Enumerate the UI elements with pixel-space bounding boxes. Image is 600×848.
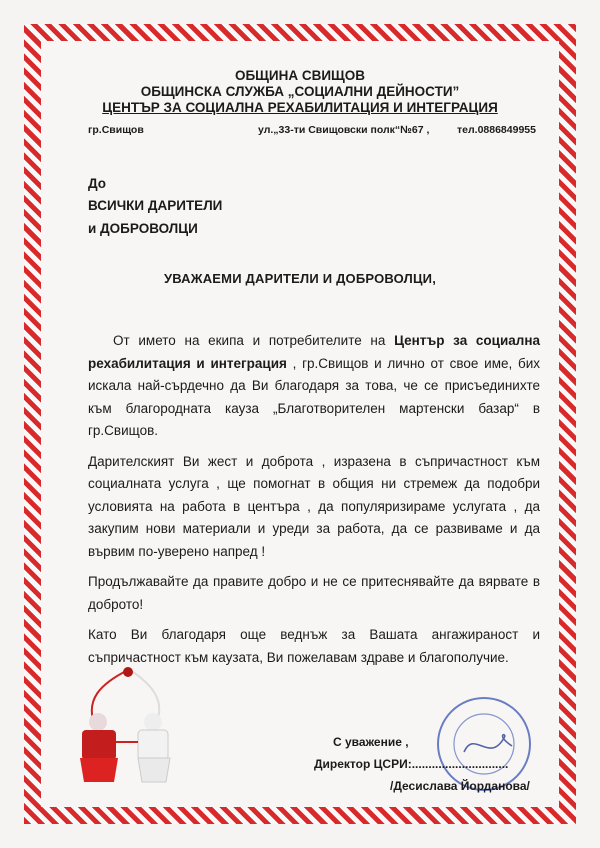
paragraph-1 [88,330,540,443]
closing-director: Директор ЦСРИ:............................. [314,757,509,771]
letterhead [0,68,600,116]
letterhead-line-2: ОБЩИНСКА СЛУЖБА „СОЦИАЛНИ ДЕЙНОСТИ” [140,84,460,99]
paragraph-1-start: От името на екипа и потребителите на [113,333,395,348]
letterhead-line-1: ОБЩИНА СВИЩОВ [234,68,366,83]
closing-regards: С уважение , [333,735,409,749]
martenitsa-illustration [68,660,188,790]
recipient-line-2: и ДОБРОВОЛЦИ [88,221,198,236]
letterhead-line-3: ЦЕНТЪР ЗА СОЦИАЛНА РЕХАБИЛИТАЦИЯ И ИНТЕГРАЦИЯ [102,100,498,115]
salutation: УВАЖАЕМИ ДАРИТЕЛИ И ДОБРОВОЛЦИ, [163,271,437,286]
closing-name: /Десислава Йорданова/ [390,779,530,793]
letter-body [88,330,540,677]
paragraph-2: Дарителският Ви жест и доброта , изразена в съпричастност към социалната услуга , ще помогнат в общия ни стремеж да подобри условията на работа в центъра , да популяризираме услугата , да закупим нови материали и уреди за работа, да се развиваме и да вървим по-уверено напред ! [88,453,540,559]
address-phone: тел.0886849955 [457,124,536,136]
address-street: ул.„33-ти Свищовски полк“№67 , [258,124,430,136]
recipient-to: До [88,176,107,191]
paragraph-1-end: , гр.Свищов и лично от свое име, бих искала най-сърдечно да Ви благодаря за това, че се присъединихте към благородната кауза „Благотворителен мартенски базар“ в гр.Свищов. [88,355,540,438]
paragraph-3: Продължавайте да правите добро и не се притеснявайте да вярвате в доброто! [88,574,540,612]
center-name: Център за социална рехабилитация и интеграция [88,333,541,371]
address-city: гр.Свищов [88,124,144,136]
paragraph-4: Като Ви благодаря още веднъж за Вашата ангажираност и съпричастност към каузата, Ви пожелавам здраве и благополучие. [88,627,540,665]
recipient-line-1: ВСИЧКИ ДАРИТЕЛИ [88,198,223,213]
